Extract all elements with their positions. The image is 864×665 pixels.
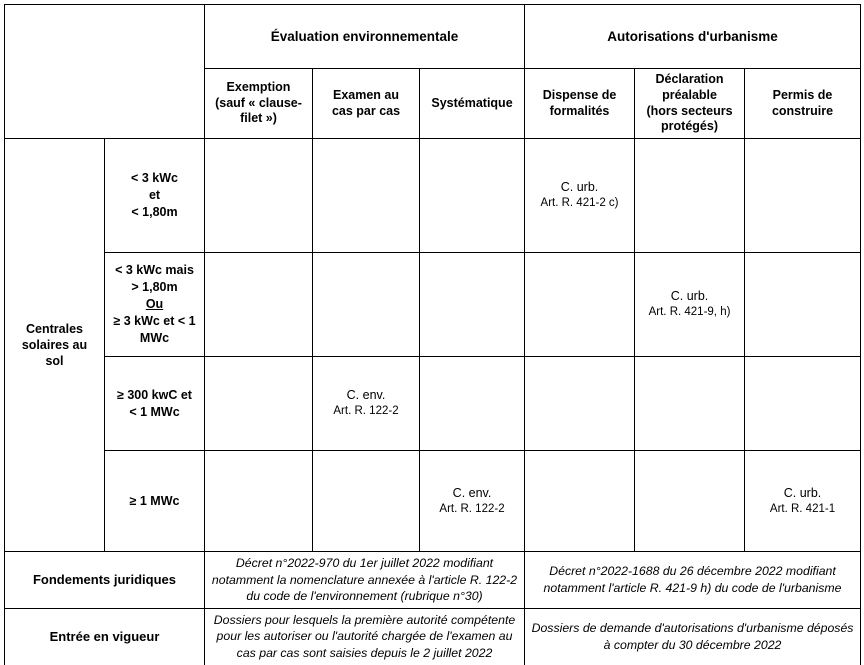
table-row	[5, 139, 861, 253]
column-header-exemption-line-3: filet »)	[240, 111, 277, 126]
category-label-line-2: solaires au	[21, 337, 88, 352]
column-header-declaration-line-4: protégés)	[661, 119, 718, 134]
cell-row-3-examen-cas-par-cas	[313, 357, 420, 451]
table-corner-blank	[5, 5, 205, 139]
cell-row-4-declaration-prealable	[635, 451, 745, 552]
cell-row-4-systematique-ref-top: C. env.	[452, 485, 492, 500]
cell-row-2-exemption	[205, 253, 313, 357]
cell-row-4-permis-ref-bot: Art. R. 421-1	[769, 502, 836, 515]
cell-row-4-permis-construire	[745, 451, 861, 552]
column-header-permis-line-2: construire	[771, 103, 834, 118]
column-header-exemption-line-2: (sauf « clause-	[215, 95, 302, 110]
cell-row-3-dispense-formalites	[525, 357, 635, 451]
column-header-declaration-line-1: Déclaration	[655, 72, 724, 87]
cell-row-1-dispense-formalites	[525, 139, 635, 253]
cell-row-2-permis-construire	[745, 253, 861, 357]
footer-label-entree-en-vigueur: Entrée en vigueur	[5, 608, 205, 665]
footer-row-entree-en-vigueur	[5, 608, 861, 665]
power-range-row-2-line-5: MWc	[139, 330, 170, 345]
cell-row-3-declaration-prealable	[635, 357, 745, 451]
column-header-dispense-formalites	[525, 69, 635, 139]
cell-row-2-declaration-prealable	[635, 253, 745, 357]
cell-row-1-examen-cas-par-cas	[313, 139, 420, 253]
column-header-dispense-line-2: formalités	[549, 103, 610, 118]
column-header-systematique	[420, 69, 525, 139]
cell-row-3-systematique	[420, 357, 525, 451]
column-header-permis-construire	[745, 69, 861, 139]
category-label-line-3: sol	[45, 354, 64, 369]
cell-row-2-systematique	[420, 253, 525, 357]
power-range-row-2-line-4: ≥ 3 kWc et < 1	[113, 313, 196, 328]
power-range-row-2-line-3: Ou	[145, 297, 164, 312]
cell-row-1-dispense-ref-bot: Art. R. 421-2 c)	[540, 197, 619, 210]
power-range-row-4-line-1: ≥ 1 MWc	[129, 493, 180, 508]
power-range-row-1-line-3: < 1,80m	[131, 204, 178, 219]
power-range-row-4	[105, 451, 205, 552]
power-range-row-3-line-2: < 1 MWc	[129, 404, 180, 419]
table-row	[5, 253, 861, 357]
category-label-line-1: Centrales	[26, 321, 83, 336]
column-header-exemption	[205, 69, 313, 139]
footer-text-entree-environnement: Dossiers pour lesquels la première autorité compétente pour les autoriser ou l'autorité chargée de l'examen au cas par cas sont saisies depuis le 2 juillet 2022	[205, 608, 525, 665]
power-range-row-1-line-2: et	[148, 188, 161, 203]
column-header-declaration-line-3: (hors secteurs	[646, 103, 733, 118]
footer-text-entree-urbanisme: Dossiers de demande d'autorisations d'urbanisme déposés à compter du 30 décembre 2022	[525, 608, 861, 665]
cell-row-4-permis-ref-top: C. urb.	[783, 485, 822, 500]
cell-row-1-permis-construire	[745, 139, 861, 253]
cell-row-1-dispense-ref-top: C. urb.	[560, 180, 599, 195]
cell-row-2-declaration-ref-top: C. urb.	[670, 289, 709, 304]
footer-text-fondements-environnement: Décret n°2022-970 du 1er juillet 2022 modifiant notamment la nomenclature annexée à l'article R. 122-2 du code de l'environnement (rubrique n°30)	[205, 552, 525, 609]
cell-row-4-examen-cas-par-cas	[313, 451, 420, 552]
footer-row-fondements-juridiques	[5, 552, 861, 609]
cell-row-4-systematique-ref-bot: Art. R. 122-2	[439, 502, 505, 515]
cell-row-2-declaration-ref-bot: Art. R. 421-9, h)	[648, 306, 731, 319]
cell-row-3-permis-construire	[745, 357, 861, 451]
group-header-evaluation-environnementale: Évaluation environnementale	[205, 5, 525, 69]
cell-row-2-dispense-formalites	[525, 253, 635, 357]
cell-row-3-examen-ref-bot: Art. R. 122-2	[333, 405, 399, 418]
column-header-dispense-line-1: Dispense de	[542, 87, 617, 102]
cell-row-1-declaration-prealable	[635, 139, 745, 253]
header-group-row	[5, 5, 861, 69]
power-range-row-2-line-2: > 1,80m	[131, 280, 178, 295]
table-row	[5, 357, 861, 451]
solar-plant-regulation-table	[4, 4, 861, 665]
cell-row-1-exemption	[205, 139, 313, 253]
column-header-systematique-line-1: Systématique	[431, 95, 513, 110]
cell-row-3-exemption	[205, 357, 313, 451]
cell-row-3-examen-ref-top: C. env.	[346, 388, 386, 403]
power-range-row-2-line-1: < 3 kWc mais	[115, 263, 194, 278]
cell-row-1-systematique	[420, 139, 525, 253]
cell-row-4-systematique	[420, 451, 525, 552]
cell-row-4-dispense-formalites	[525, 451, 635, 552]
footer-label-fondements-juridiques: Fondements juridiques	[5, 552, 205, 609]
column-header-exemption-line-1: Exemption	[226, 80, 291, 95]
column-header-examen-line-1: Examen au	[332, 87, 399, 102]
power-range-row-1-line-1: < 3 kWc	[131, 171, 178, 186]
power-range-row-3-line-1: ≥ 300 kwC et	[117, 387, 192, 402]
column-header-permis-line-1: Permis de	[772, 87, 833, 102]
column-header-declaration-line-2: préalable	[662, 87, 717, 102]
column-header-declaration-prealable	[635, 69, 745, 139]
footer-text-fondements-urbanisme: Décret n°2022-1688 du 26 décembre 2022 modifiant notamment l'article R. 421-9 h) du code de l'urbanisme	[525, 552, 861, 609]
power-range-row-1	[105, 139, 205, 253]
power-range-row-2	[105, 253, 205, 357]
column-header-examen-line-2: cas par cas	[331, 103, 401, 118]
cell-row-2-examen-cas-par-cas	[313, 253, 420, 357]
power-range-row-3	[105, 357, 205, 451]
cell-row-4-exemption	[205, 451, 313, 552]
group-header-autorisations-urbanisme: Autorisations d'urbanisme	[525, 5, 861, 69]
category-centrales-solaires-au-sol	[5, 139, 105, 552]
column-header-examen-cas-par-cas	[313, 69, 420, 139]
table-row	[5, 451, 861, 552]
